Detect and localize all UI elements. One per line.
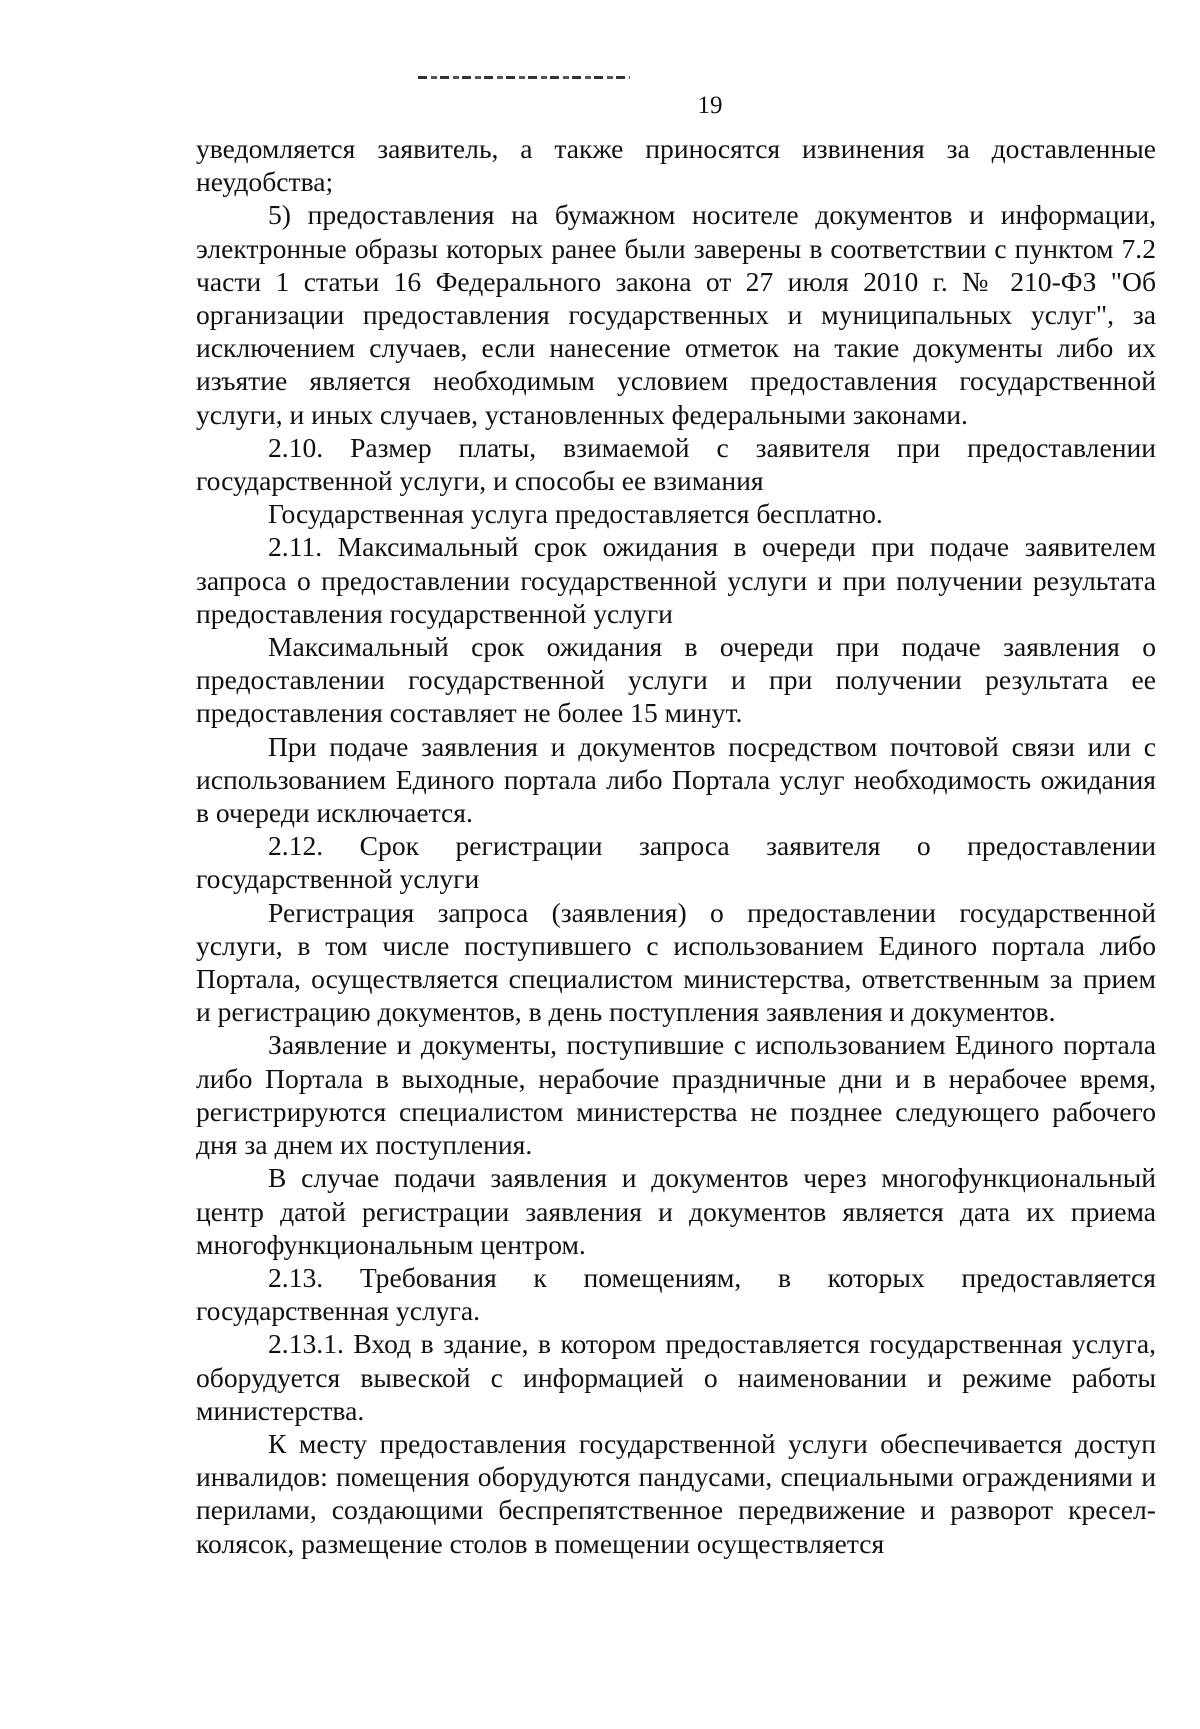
paragraph-item-5: 5) предоставления на бумажном носителе документов и информации, электронные образы которых ранее были заверены в соответствии с пунктом 7.2 части 1 статьи 16 Федерального закона от 27 июля 2010 г. № 210-ФЗ "Об организации предоставления государственных и муниципальных услуг", за исключением случаев, если нанесение отметок на такие документы либо их изъятие является необходимым условием предоставления государственной услуги, и иных случаев, установленных федеральными законами.: [196, 199, 1156, 430]
paragraph-postal-submission: При подаче заявления и документов посредством почтовой связи или с использованием Единого портала либо Портала услуг необходимость ожидания в очереди исключается.: [196, 730, 1156, 829]
scan-artifact-line: [418, 76, 630, 79]
section-heading-2-13: 2.13. Требования к помещениям, в которых предоставляется государственная услуга.: [196, 1261, 1156, 1327]
paragraph-registration: Регистрация запроса (заявления) о предоставлении государственной услуги, в том числе поступившего с использованием Единого портала либо Портала, осуществляется специалистом министерства, ответственным за прием и регистрацию документов, в день поступления заявления и документов.: [196, 896, 1156, 1028]
paragraph-accessibility: К месту предоставления государственной услуги обеспечивается доступ инвалидов: помещения оборудуются пандусами, специальными ограждениями и перилами, создающими беспрепятственное передвижение и разворот кресел-колясок, размещение столов в помещении осуществляется: [196, 1427, 1156, 1559]
paragraph-continuation: уведомляется заявитель, а также приносятся извинения за доставленные неудобства;: [196, 133, 1156, 198]
paragraph-mfc-registration: В случае подачи заявления и документов через многофункциональный центр датой регистрации заявления и документов является дата их приема многофункциональным центром.: [196, 1162, 1156, 1260]
paragraph-max-wait: Максимальный срок ожидания в очереди при подаче заявления о предоставлении государственной услуги и при получении результата ее предоставления составляет не более 15 минут.: [196, 631, 1156, 729]
section-heading-2-13-1: 2.13.1. Вход в здание, в котором предоставляется государственная услуга, оборудуется вывеской с информацией о наименовании и режиме работы министерства.: [196, 1328, 1156, 1426]
document-body: [196, 132, 1156, 1560]
section-heading-2-11: 2.11. Максимальный срок ожидания в очереди при подаче заявителем запроса о предоставлении государственной услуги и при получении результата предоставления государственной услуги: [196, 531, 1156, 629]
section-heading-2-10: 2.10. Размер платы, взимаемой с заявителя при предоставлении государственной услуги, и способы ее взимания: [196, 431, 1156, 497]
paragraph-free-service: Государственная услуга предоставляется бесплатно.: [268, 498, 883, 530]
page-number: 19: [697, 92, 723, 119]
paragraph-weekend-registration: Заявление и документы, поступившие с использованием Единого портала либо Портала в выходные, нерабочие праздничные дни и в нерабочее время, регистрируются специалистом министерства не позднее следующего рабочего дня за днем их поступления.: [196, 1029, 1156, 1161]
section-heading-2-12: 2.12. Срок регистрации запроса заявителя о предоставлении государственной услуги: [196, 830, 1156, 895]
